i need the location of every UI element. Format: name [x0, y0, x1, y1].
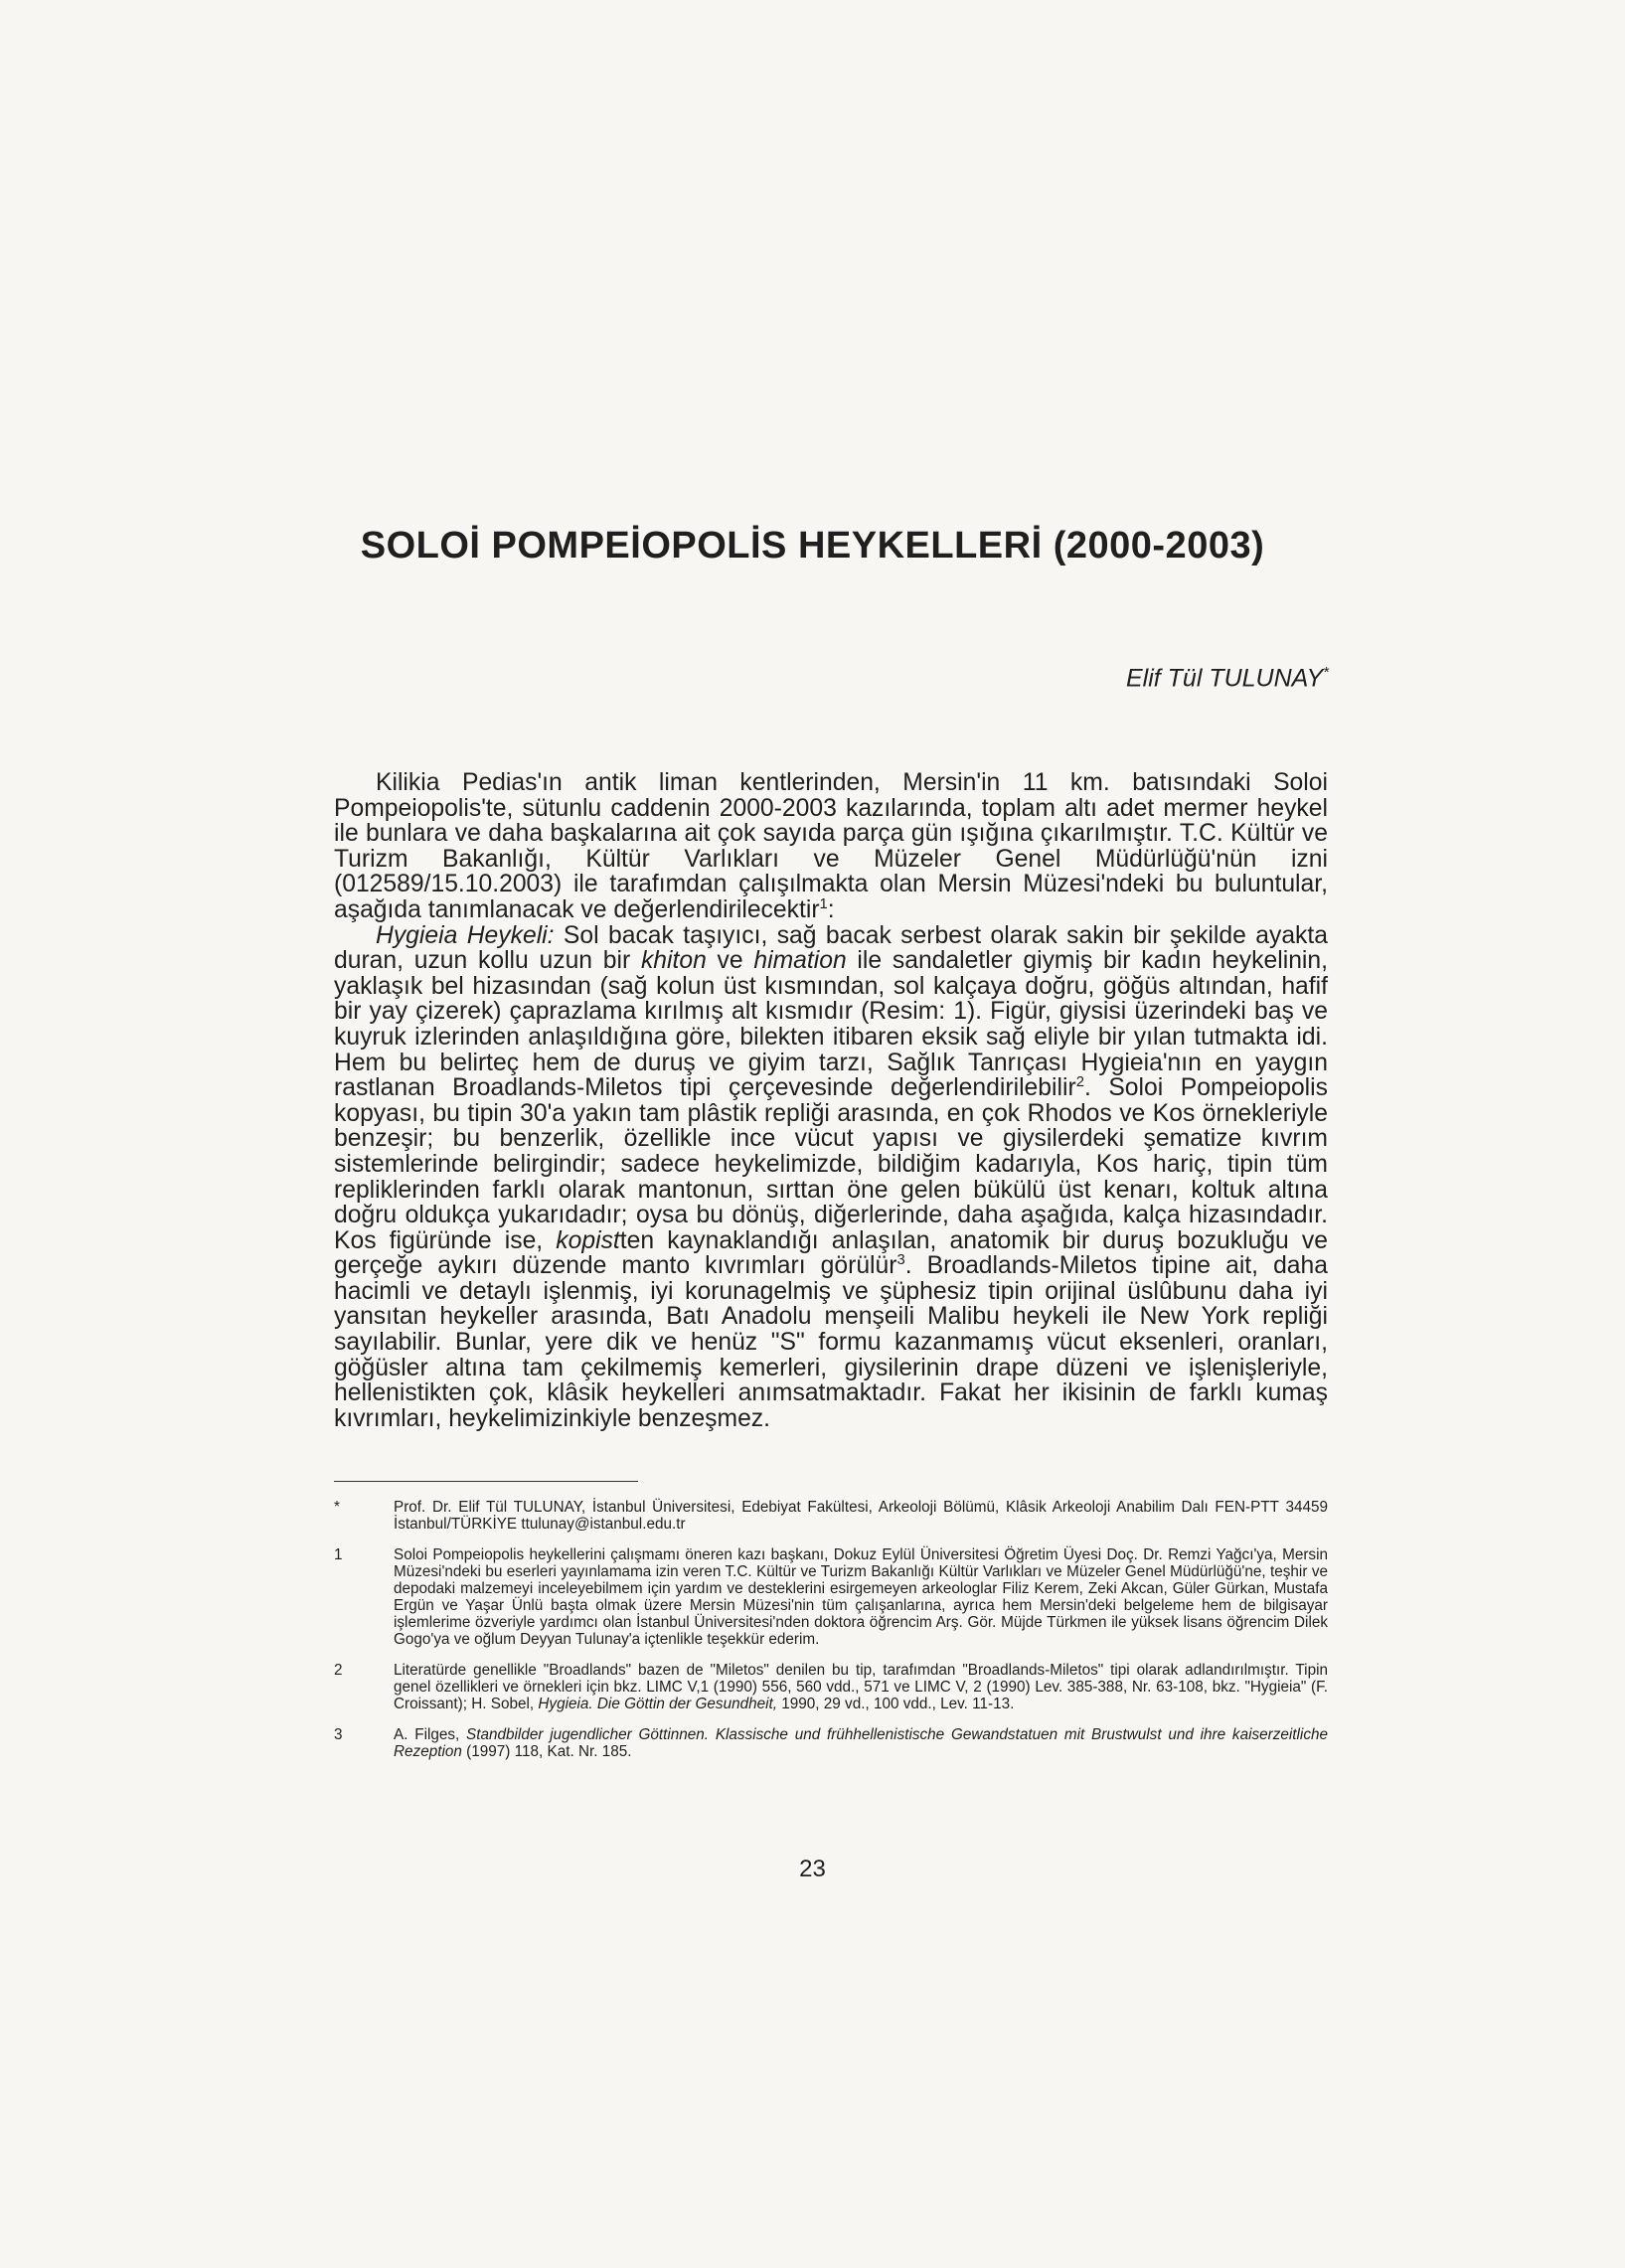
term-himation: himation: [753, 947, 847, 975]
term-khiton: khiton: [640, 947, 707, 975]
footnote-mark: 1: [334, 1546, 343, 1563]
hygieia-text-a: Sol bacak taşıyıcı, sağ bacak serbest olarak sakin bir şekilde ayakta duran, uzun kollu uzun bir: [334, 921, 1328, 975]
footnote-mark: *: [334, 1499, 340, 1516]
footnote-text: Prof. Dr. Elif Tül TULUNAY, İstanbul Üniversitesi, Edebiyat Fakültesi, Arkeoloji Bölümü, Klâsik Arkeoloji Anabilim Dalı FEN-PTT 34459 İstanbul/TÜRKİYE ttulunay@istanbul.edu.tr: [394, 1499, 1328, 1533]
footnote-3: [334, 1726, 1328, 1760]
footnote-2: [334, 1662, 1328, 1712]
footnote-text-part: 1990, 29 vd., 100 vdd., Lev. 11-13.: [777, 1696, 1015, 1712]
footnotes: [334, 1499, 1328, 1774]
hygieia-text-d: . Soloi Pompeiopolis kopyası, bu tipin 30'a yakın tam plâstik repliği arasında, en çok Rhodos ve Kos örnekleriyle benzeşir; bu benzerlik, özellikle ince vücut yapısı ve giysilerdeki şematize kıvrım sistemlerinde belirgindir; sadece heykelimizde, bildiğim kadarıyla, Kos hariç, tipin tüm repliklerinden farklı olarak mantonun, sırttan öne gelen bükülü üst kenarı, koltuk altına doğru oldukça yukarıdadır; oysa bu dönüş, diğerlerinde, daha aşağıda, kalça hizasındadır. Kos figüründe ise,: [334, 1074, 1328, 1254]
term-kopist: kopist: [556, 1226, 620, 1254]
footnote-text-part: A. Filges,: [394, 1726, 467, 1743]
hygieia-text-f: . Broadlands-Miletos tipine ait, daha hacimli ve detaylı işlenmiş, iyi korunagelmiş ve şüphesiz tipin orijinal üslûbunu daha iyi yansıtan heykeller arasında, Batı Anadolu menşeili Malibu heykeli ile New York repliği sayılabilir. Bunlar, yere dik ve henüz "S" formu kazanmamış vücut eksenleri, oranları, göğüsler altına tam çekilmemiş kemerleri, giysilerinin drape düzeni ve işlenişleriyle, hellenistikten çok, klâsik heykelleri anımsatmaktadır. Fakat her ikisinin de farklı kumaş kıvrımları, heykelimizinkiyle benzeşmez.: [334, 1252, 1328, 1432]
footnote-mark: 3: [334, 1726, 343, 1743]
footnote-ref-1: 1: [819, 895, 828, 912]
body-text: [334, 770, 1328, 1431]
footnote-mark: 2: [334, 1662, 343, 1679]
author-name: [1126, 664, 1329, 693]
page-number: 23: [799, 1856, 826, 1882]
hygieia-text-c: ile sandaletler giymiş bir kadın heykelinin, yaklaşık bel hizasından (sağ kolun üst kısmından, sol kalçaya doğru, göğüs altından, hafif bir yay çizerek) çaprazlama kırılmış alt kısmıdır (Resim: 1). Figür, giysisi üzerindeki baş ve kuyruk izlerinden anlaşıldığına göre, bilekten itibaren eksik sağ eliyle bir yılan tutmakta idi. Hem bu belirteç hem de duruş ve giyim tarzı, Sağlık Tanrıçası Hygieia'nın en yaygın rastlanan Broadlands-Miletos tipi çerçevesinde değerlendirilebilir: [334, 947, 1328, 1102]
hygieia-heading: Hygieia Heykeli:: [376, 921, 555, 949]
page-title: SOLOİ POMPEİOPOLİS HEYKELLERİ (2000-2003): [360, 525, 1265, 567]
author-footnote-mark: *: [1323, 664, 1329, 681]
footnote-text: [394, 1662, 1328, 1712]
footnote-italic-title: Standbilder jugendlicher Göttinnen. Klassische und frühhellenistische Gewandstatuen mit Brustwulst und ihre kaiserzeitliche Rezeption: [394, 1726, 1328, 1760]
paragraph-intro-end: :: [827, 895, 835, 923]
footnote-text-part: Literatürde genellikle "Broadlands" bazen de "Miletos" denilen bu tip, tarafımdan "Broadlands-Miletos" tipi olarak adlandırılmıştır. Tipin genel özellikleri ve örnekleri için bkz. LIMC V,1 (1990) 556, 560 vdd., 571 ve LIMC V, 2 (1990) Lev. 385-388, Nr. 63-108, bkz. "Hygieia" (F. Croissant); H. Sobel,: [394, 1662, 1328, 1712]
footnote-text: Soloi Pompeiopolis heykellerini çalışmamı öneren kazı başkanı, Dokuz Eylül Üniversitesi Öğretim Üyesi Doç. Dr. Remzi Yağcı'ya, Mersin Müzesi'ndeki bu eserleri yayınlamama izin veren T.C. Kültür ve Turizm Bakanlığı Kültür Varlıkları ve Müzeler Genel Müdürlüğü'ne, teşhir ve depodaki malzemeyi inceleyebilmem için yardım ve desteklerini esirgemeyen arkeologlar Filiz Kerem, Zeki Akcan, Güler Gürkan, Mustafa Ergün ve Yaşar Ünlü başta olmak üzere Mersin Müzesi'nin tüm çalışanlarına, ayrıca hem Mersin'deki belgeleme hem de bilgisayar işlemlerime özveriyle yardımcı olan İstanbul Üniversitesi'nden doktora öğrencim Arş. Gör. Müjde Türkmen ile yüksek lisans öğrencim Dilek Gogo'ya ve oğlum Deyyan Tulunay'a içtenlikle teşekkür ederim.: [394, 1546, 1328, 1648]
footnote-ref-3: 3: [896, 1252, 905, 1269]
paragraph-hygieia: [334, 923, 1328, 1432]
footnote-divider: [334, 1481, 638, 1482]
footnote-1: [334, 1546, 1328, 1648]
footnote-author: [334, 1499, 1328, 1533]
footnote-text-part: (1997) 118, Kat. Nr. 185.: [461, 1743, 632, 1760]
paragraph-intro: [334, 770, 1328, 923]
footnote-text: [394, 1726, 1328, 1760]
footnote-italic-title: Hygieia. Die Göttin der Gesundheit,: [538, 1696, 778, 1712]
footnote-ref-2: 2: [1075, 1073, 1084, 1090]
author-name-text: Elif Tül TULUNAY: [1125, 664, 1324, 693]
hygieia-text-e: ten kaynaklandığı anlaşılan, anatomik bir duruş bozukluğu ve gerçeğe aykırı düzende manto kıvrımları görülür: [334, 1226, 1328, 1280]
hygieia-text-b: ve: [706, 947, 754, 975]
paragraph-intro-text: Kilikia Pedias'ın antik liman kentlerinden, Mersin'in 11 km. batısındaki Soloi Pompeiopolis'te, sütunlu caddenin 2000-2003 kazılarında, toplam altı adet mermer heykel ile bunlara ve daha başkalarına ait çok sayıda parça gün ışığına çıkarılmıştır. T.C. Kültür ve Turizm Bakanlığı, Kültür Varlıkları ve Müzeler Genel Müdürlüğü'nün izni (012589/15.10.2003) ile tarafımdan çalışılmakta olan Mersin Müzesi'ndeki bu buluntular, aşağıda tanımlanacak ve değerlendirilecektir: [334, 769, 1328, 923]
